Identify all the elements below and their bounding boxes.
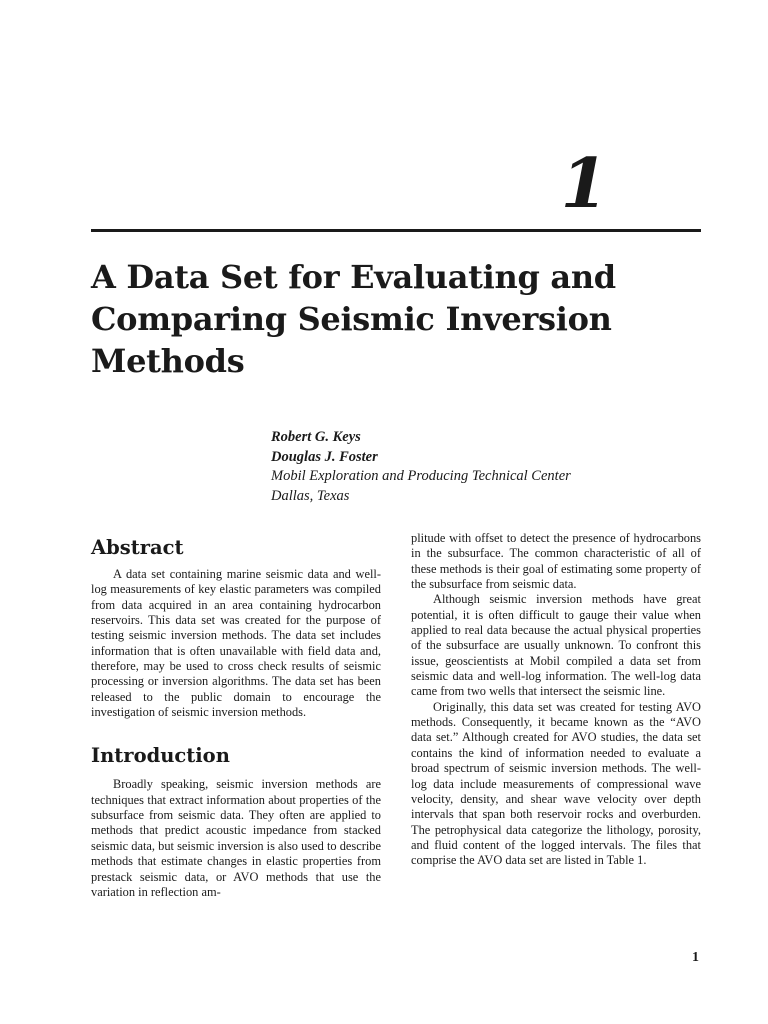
page-number: 1 [692, 950, 699, 965]
body-paragraph: Originally, this data set was created for testing AVO methods. Consequently, it became known as the “AVO data set.” Although created for AVO studies, the data set contains the kind of information needed to evaluate a broad spectrum of seismic inversion methods. The well-log data include measurements of compressional wave velocity, density, and shear wave velocity over depth intervals that span both reservoir rocks and overburden. The petrophysical data categorize the lithology, porosity, and fluid content of the logged intervals. The files that comprise the AVO data set are listed in Table 1. [411, 699, 701, 868]
body-paragraph: plitude with offset to detect the presence of hydrocarbons in the subsurface. The common characteristic of all of these methods is their goal of estimating some property of the subsurface from seismic data. [411, 531, 701, 592]
abstract-paragraph: A data set containing marine seismic data and well-log measurements of key elastic parameters was compiled from data acquired in an area containing hydrocarbon reservoirs. This data set was created for the purpose of testing seismic inversion methods. The data set includes information that is often unavailable with field data and, therefore, may be used to cross check results of seismic processing or inversion algorithms. The data set has been released to the public domain to encourage the investigation of seismic inversion methods. [91, 567, 381, 720]
author-name: Douglas J. Foster [271, 448, 378, 465]
author-affiliation: Mobil Exploration and Producing Technical Center [271, 468, 571, 484]
introduction-heading: Introduction [91, 744, 230, 768]
left-column [91, 528, 381, 900]
author-location: Dallas, Texas [271, 487, 350, 504]
introduction-paragraph: Broadly speaking, seismic inversion methods are techniques that extract information about properties of the subsurface from seismic data. They often are applied to methods that predict acoustic impedance from stacked seismic data, but seismic inversion is also used to describe methods that estimate changes in elastic properties from prestack seismic data, or AVO methods that use the variation in reflection am- [91, 777, 381, 899]
chapter-title-line: Methods [91, 342, 245, 380]
chapter-number: 1 [560, 144, 608, 224]
author-block [271, 428, 711, 506]
abstract-heading: Abstract [91, 536, 184, 559]
chapter-rule [91, 229, 701, 232]
chapter-title [91, 256, 691, 382]
body-paragraph: Although seismic inversion methods have great potential, it is often difficult to gauge their value when applied to real data because the actual physical properties of the subsurface are usually unknown. To confront this issue, geoscientists at Mobil compiled a data set from seismic data and well-log information. The well-log data came from two wells that intersect the seismic line. [411, 592, 701, 699]
right-column [411, 531, 701, 869]
chapter-title-line: A Data Set for Evaluating and [91, 258, 616, 296]
chapter-title-line: Comparing Seismic Inversion [91, 300, 612, 338]
author-name: Robert G. Keys [271, 429, 361, 445]
